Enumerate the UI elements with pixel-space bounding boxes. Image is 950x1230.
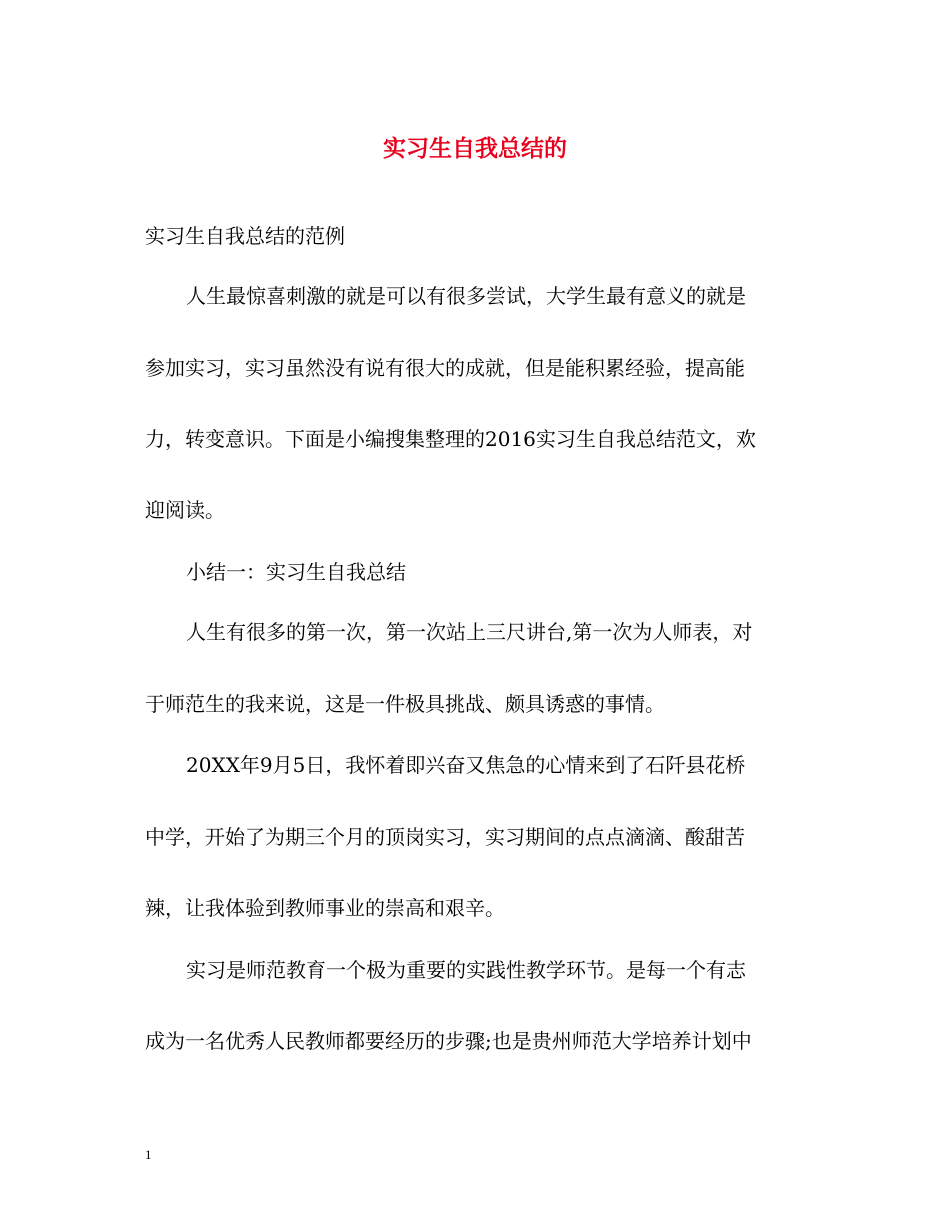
subtitle-line: 实习生自我总结的范例 xyxy=(145,224,345,248)
paragraph-line: 20XX年9月5日，我怀着即兴奋又焦急的心情来到了石阡县花桥 xyxy=(186,753,746,777)
document-title: 实习生自我总结的 xyxy=(383,135,567,162)
paragraph-line: 力，转变意识。下面是小编搜集整理的2016实习生自我总结范文，欢 xyxy=(145,427,756,451)
paragraph-line: 成为一名优秀人民教师都要经历的步骤;也是贵州师范大学培养计划中 xyxy=(145,1029,752,1053)
paragraph-line: 中学，开始了为期三个月的顶岗实习，实习期间的点点滴滴、酸甜苦 xyxy=(145,825,745,849)
paragraph-line: 人生有很多的第一次，第一次站上三尺讲台,第一次为人师表，对 xyxy=(186,620,753,644)
paragraph-line: 于师范生的我来说，这是一件极具挑战、颇具诱惑的事情。 xyxy=(145,692,665,716)
paragraph-line: 实习是师范教育一个极为重要的实践性教学环节。是每一个有志 xyxy=(186,958,746,982)
section-heading: 小结一：实习生自我总结 xyxy=(186,560,406,584)
page-number: 1 xyxy=(145,1147,152,1162)
paragraph-line: 辣，让我体验到教师事业的崇高和艰辛。 xyxy=(145,896,505,920)
paragraph-line: 参加实习，实习虽然没有说有很大的成就，但是能积累经验，提高能 xyxy=(145,356,745,380)
paragraph-line: 迎阅读。 xyxy=(145,498,225,522)
paragraph-line: 人生最惊喜刺激的就是可以有很多尝试，大学生最有意义的就是 xyxy=(186,284,746,308)
